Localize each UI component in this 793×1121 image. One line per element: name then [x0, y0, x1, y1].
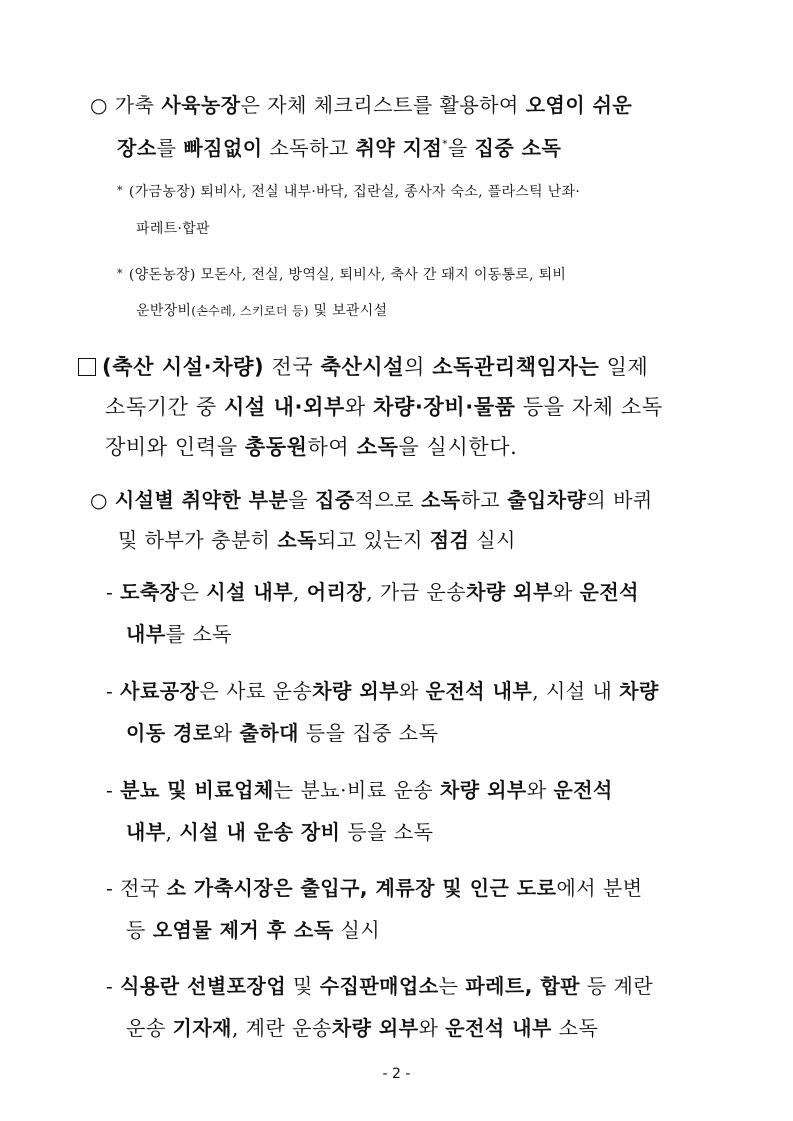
circle-bullet-marker: ○ — [90, 488, 108, 512]
facility-section-line-3: 장비와 인력을 총동원하여 소독을 실시한다. — [105, 435, 518, 459]
cattle-market-item-line-2: 등 오염물 제거 후 소독 실시 — [126, 918, 381, 942]
asterisk-note-marker: * — [117, 267, 123, 280]
pig-note-line-1: * (양돈농장) 모돈사, 전실, 방역실, 퇴비사, 축사 간 돼지 이동통로, 퇴비 — [117, 263, 566, 286]
cattle-market-item-line-1: - 전국 소 가축시장은 출입구, 계류장 및 인근 도로에서 분변 — [106, 873, 643, 903]
egg-grading-item-line-1: - 식용란 선별포장업 및 수집판매업소는 파레트, 합판 등 계란 — [106, 971, 653, 1001]
manure-item-line-2: 내부, 시설 내 운송 장비 등을 소독 — [126, 820, 434, 844]
slaughterhouse-item-line-1: - 도축장은 시설 내부, 어리장, 가금 운송차량 외부와 운전석 — [106, 577, 639, 607]
feed-mill-item-line-1: - 사료공장은 사료 운송차량 외부와 운전석 내부, 시설 내 차량 — [106, 676, 659, 706]
poultry-note-line-2: 파레트·합판 — [136, 221, 210, 237]
weak-spot-bullet-line-1: ○ 시설별 취약한 부분을 집중적으로 소독하고 출입차량의 바퀴 — [90, 485, 653, 515]
pig-note-line-2: 운반장비(손수레, 스키로더 등) 및 보관시설 — [136, 303, 388, 319]
circle-bullet-marker: ○ — [90, 93, 108, 117]
dash-bullet-marker: - — [106, 679, 114, 703]
facility-section-line-2: 소독기간 중 시설 내·외부와 차량·장비·물품 등을 자체 소독 — [105, 395, 663, 419]
dash-bullet-marker: - — [106, 580, 114, 604]
manure-item-line-1: - 분뇨 및 비료업체는 분뇨·비료 운송 차량 외부와 운전석 — [106, 775, 613, 805]
slaughterhouse-item-line-2: 내부를 소독 — [126, 622, 232, 646]
page-number: - 2 - — [382, 1066, 411, 1082]
dash-bullet-marker: - — [106, 974, 114, 998]
poultry-note-line-1: * (가금농장) 퇴비사, 전실 내부·바닥, 집란실, 종사자 숙소, 플라스틱 난좌· — [117, 180, 580, 203]
dash-bullet-marker: - — [106, 778, 114, 802]
facility-section-line-1: (축산 시설·차량) 전국 축산시설의 소독관리책임자는 일제 — [78, 352, 648, 382]
feed-mill-item-line-2: 이동 경로와 출하대 등을 집중 소독 — [126, 721, 439, 745]
farm-bullet-line-1: ○ 가축 사육농장은 자체 체크리스트를 활용하여 오염이 쉬운 — [90, 90, 632, 120]
asterisk-note-marker: * — [117, 184, 123, 197]
weak-spot-bullet-line-2: 및 하부가 충분히 소독되고 있는지 점검 실시 — [118, 528, 516, 552]
farm-bullet-line-2: 장소를 빠짐없이 소독하고 취약 지점*을 집중 소독 — [117, 136, 562, 160]
square-bullet-icon — [78, 358, 96, 376]
dash-bullet-marker: - — [106, 876, 114, 900]
egg-grading-item-line-2: 운송 기자재, 계란 운송차량 외부와 운전석 내부 소독 — [126, 1016, 599, 1040]
